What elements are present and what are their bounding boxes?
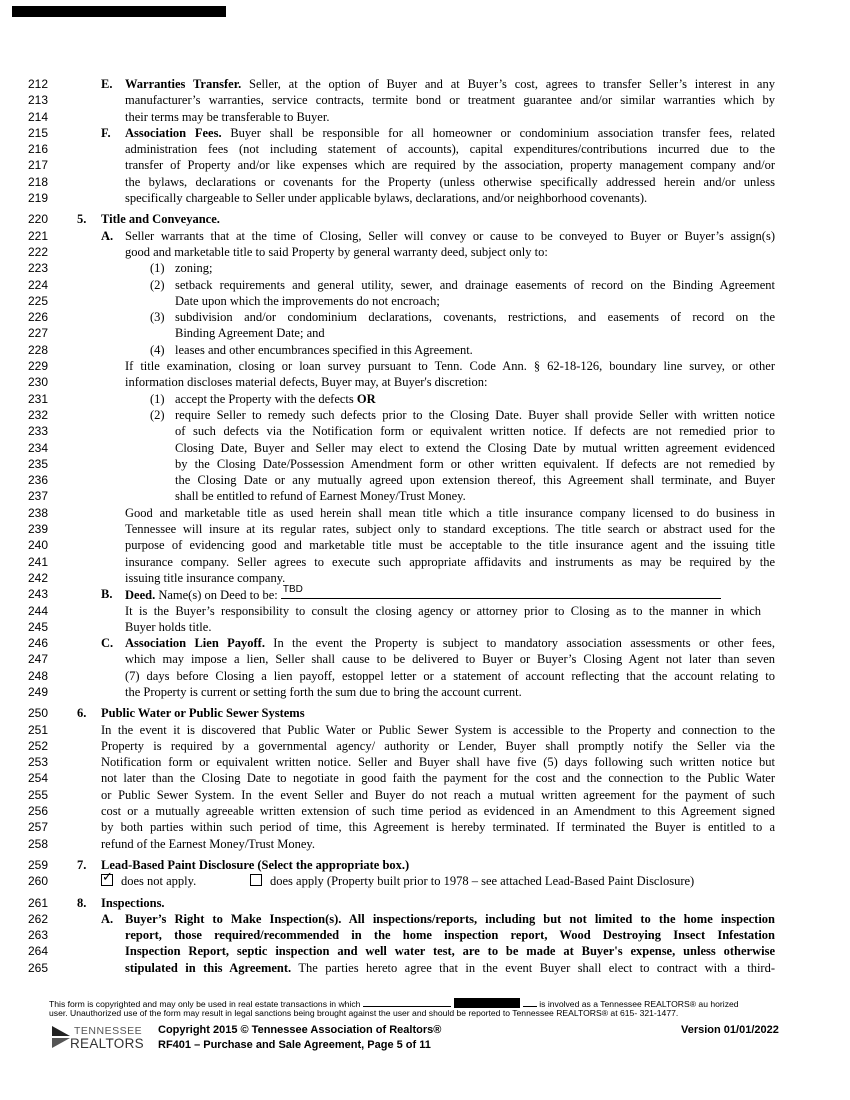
- document-body: [0, 76, 850, 976]
- line-number: 222: [28, 244, 49, 259]
- line-number: 240: [28, 538, 49, 553]
- line-number: 216: [28, 142, 49, 157]
- line-number: 261: [28, 895, 49, 910]
- bold-text: Inspection Report, septic inspection and well water test, are to be made at Buyer's expense, unless otherwise: [125, 944, 775, 959]
- line-number: 264: [28, 944, 49, 959]
- line-text: Buyer shall be responsible for all homeowner or condominium association transfer fees, related: [221, 125, 775, 140]
- notice-text: This form is copyrighted and may only be used in real estate transactions in which: [49, 999, 361, 1009]
- line-number: 246: [28, 636, 49, 651]
- line-212: [0, 76, 850, 92]
- line-text: Tennessee will insure at its regular rates, subject only to standard exceptions. The title search or abstract used for the: [125, 522, 775, 537]
- line-number: 257: [28, 820, 49, 835]
- line-239: [0, 521, 850, 537]
- or-emphasis: OR: [356, 391, 376, 406]
- line-227: [0, 325, 850, 341]
- line-text: If title examination, closing or loan survey pursuant to Tenn. Code Ann. § 62-18-126, boundary line survey, or other: [125, 359, 775, 374]
- item-heading: Association Fees.: [125, 125, 222, 140]
- redaction-bar: [12, 6, 226, 17]
- section-number: 8.: [77, 895, 87, 910]
- line-text: transfer of Property and/or like expenses which are required by the association, property management company and/or: [125, 158, 775, 173]
- line-241: [0, 554, 850, 570]
- line-number: 237: [28, 489, 49, 504]
- line-text: Date upon which the improvements do not encroach;: [175, 293, 440, 308]
- line-text: In the event the Property is subject to mandatory association assessments or other fees,: [264, 636, 775, 651]
- section-heading: Public Water or Public Sewer Systems: [101, 706, 305, 721]
- line-number: 249: [28, 684, 49, 699]
- line-222: [0, 244, 850, 260]
- line-text: by the Closing Date/Possession Amendment form or other written equivalent. If defects are not remedied by: [175, 456, 775, 471]
- line-251: [0, 722, 850, 738]
- line-text: insurance company. Seller agrees to execute such appropriate affidavits and instruments as may be required by the: [125, 554, 775, 569]
- bold-text: stipulated in this Agreement.: [125, 960, 292, 975]
- line-text: subdivision and/or condominium declarations, covenants, restrictions, and easements of record on the: [175, 310, 775, 325]
- line-214: [0, 109, 850, 125]
- line-223: [0, 260, 850, 276]
- line-225: [0, 293, 850, 309]
- item-heading: Warranties Transfer.: [125, 77, 242, 91]
- line-number: 214: [28, 109, 49, 124]
- line-number: 227: [28, 326, 49, 341]
- line-number: 251: [28, 722, 49, 737]
- line-text: not later than the Closing Date to negotiate in good faith the payment for the cost and the connection to the Public Water: [101, 771, 775, 786]
- line-215: [0, 125, 850, 141]
- section-heading: Lead-Based Paint Disclosure (Select the appropriate box.): [101, 857, 410, 872]
- line-number: 252: [28, 738, 49, 753]
- line-236: [0, 472, 850, 488]
- line-260: [0, 873, 850, 889]
- item-letter: B.: [101, 587, 113, 602]
- line-224: [0, 277, 850, 293]
- line-number: 236: [28, 473, 49, 488]
- line-text: specifically chargeable to Seller under applicable bylaws, declarations, and/or neighborhood covenants).: [125, 191, 648, 206]
- line-number: 245: [28, 619, 49, 634]
- line-number: 218: [28, 174, 49, 189]
- line-number: 229: [28, 359, 49, 374]
- line-220: [0, 211, 850, 227]
- version-label: Version 01/01/2022: [681, 1024, 779, 1036]
- bold-text: report, those required/recommended in the home inspection report, Wood Destroying Insect Infestation: [125, 928, 775, 943]
- line-217: [0, 157, 850, 173]
- line-text: manufacturer’s warranties, service contracts, termite bond or treatment guarantee and/or similar warranties which by: [125, 93, 775, 108]
- line-number: 239: [28, 522, 49, 537]
- line-text: Notification form or equivalent written notice. Seller and Buyer shall have five (5) days following such written notice but: [101, 755, 775, 770]
- line-213: [0, 92, 850, 108]
- line-number: 230: [28, 375, 49, 390]
- line-number: 247: [28, 652, 49, 667]
- line-number: 217: [28, 158, 49, 173]
- line-text: the Property is current or setting forth the sum due to bring the account current.: [125, 684, 522, 699]
- line-216: [0, 141, 850, 157]
- line-218: [0, 174, 850, 190]
- lead-paint-does-not-apply-checkbox[interactable]: [101, 874, 113, 886]
- line-number: 238: [28, 505, 49, 520]
- line-number: 243: [28, 587, 49, 602]
- section-number: 6.: [77, 706, 87, 721]
- line-text: Property is required by a governmental agency/ authority or Lender, Buyer shall promptly notify the Seller via the: [101, 738, 775, 753]
- line-number: 248: [28, 668, 49, 683]
- line-number: 255: [28, 787, 49, 802]
- line-number: 231: [28, 391, 49, 406]
- line-text: of such defects via the Notification form or equivalent written notice. If defects are not remedied prior to: [175, 424, 775, 439]
- line-number: 258: [28, 836, 49, 851]
- deed-names-field[interactable]: [281, 583, 721, 599]
- line-248: [0, 668, 850, 684]
- logo-text-bottom: REALTORS: [70, 1036, 144, 1051]
- item-letter: E.: [101, 77, 113, 91]
- line-number: 262: [28, 911, 49, 926]
- line-233: [0, 423, 850, 439]
- item-heading: Deed.: [125, 588, 156, 603]
- line-253: [0, 754, 850, 770]
- section-number: 7.: [77, 857, 87, 872]
- sub-item-number: (2): [150, 277, 165, 292]
- line-number: 232: [28, 407, 49, 422]
- sub-item-number: (1): [150, 261, 165, 276]
- lead-paint-does-apply-checkbox[interactable]: [250, 874, 262, 886]
- item-letter: C.: [101, 636, 114, 651]
- logo-text-top: TENNESSEE: [74, 1025, 143, 1037]
- line-number: 254: [28, 771, 49, 786]
- line-number: 244: [28, 603, 49, 618]
- line-text: Good and marketable title as used herein shall mean title which a title insurance company licensed to do business in: [125, 505, 775, 520]
- line-text: purpose of evidencing good and marketable title must be acceptable to the title insurance agent and the issuing title: [125, 538, 775, 553]
- sub-item-number: (2): [150, 407, 165, 422]
- line-250: [0, 705, 850, 721]
- line-text: Name(s) on Deed to be:: [155, 588, 281, 603]
- item-letter: A.: [101, 911, 114, 926]
- line-number: 220: [28, 212, 49, 227]
- line-229: [0, 358, 850, 374]
- line-number: 259: [28, 857, 49, 872]
- form-id-line: RF401 – Purchase and Sale Agreement, Page 5 of 11: [158, 1039, 431, 1051]
- line-text: shall be entitled to refund of Earnest Money/Trust Money.: [175, 489, 466, 504]
- line-text: It is the Buyer’s responsibility to consult the closing agency or attorney prior to Closing as to the manner in which: [125, 603, 761, 618]
- line-text: Binding Agreement Date; and: [175, 326, 325, 341]
- line-243: [0, 583, 850, 603]
- line-text: setback requirements and general utility, sewer, and drainage easements of record on the Binding Agreement: [175, 277, 775, 292]
- line-text: The parties hereto agree that in the event Buyer shall elect to contract with a third-: [291, 960, 775, 975]
- line-235: [0, 456, 850, 472]
- line-number: 221: [28, 228, 49, 243]
- line-number: 263: [28, 928, 49, 943]
- licensee-blank: [363, 998, 451, 1007]
- line-232: [0, 407, 850, 423]
- line-219: [0, 190, 850, 206]
- line-text: their terms may be transferable to Buyer.: [125, 109, 330, 124]
- line-text: Seller warrants that at the time of Closing, Seller will convey or cause to be conveyed to Buyer or Buyer’s assign(s): [125, 228, 775, 243]
- line-258: [0, 836, 850, 852]
- line-text: information discloses material defects, Buyer may, at Buyer's discretion:: [125, 375, 488, 390]
- line-256: [0, 803, 850, 819]
- line-257: [0, 819, 850, 835]
- line-text: In the event it is discovered that Public Water or Public Sewer System is accessible to the Property and connection to the: [101, 722, 775, 737]
- copyright-notice-line2: user. Unauthorized use of the form may result in legal sanctions being brought against the user and should be reported to Tennessee REALTORS® at 615- 321-1477.: [49, 1008, 679, 1018]
- line-text: Buyer holds title.: [125, 619, 212, 634]
- line-text: by both parties within such period of time, this Agreement is hereby terminated. If terminated the Buyer is entitled to a: [101, 820, 775, 835]
- item-letter: F.: [101, 125, 111, 140]
- line-number: 219: [28, 191, 49, 206]
- notice-text: is involved as a Tennessee REALTORS® au horized: [539, 999, 739, 1009]
- line-244: [0, 603, 850, 619]
- line-226: [0, 309, 850, 325]
- checkbox-label: does apply (Property built prior to 1978 – see attached Lead-Based Paint Disclosure): [270, 874, 695, 889]
- line-242: [0, 570, 850, 586]
- line-number: 228: [28, 342, 49, 357]
- section-heading: Inspections.: [101, 895, 165, 910]
- line-240: [0, 537, 850, 553]
- line-text: Seller, at the option of Buyer and at Buyer’s cost, agrees to transfer Seller’s interest in any: [241, 77, 775, 91]
- licensee-blank-tail: [523, 998, 537, 1007]
- line-number: 226: [28, 310, 49, 325]
- realtors-logo-icon: [50, 1024, 72, 1050]
- line-text: Closing Date, Buyer and Seller may elect to extend the Closing Date by mutual written agreement evidenced: [175, 440, 775, 455]
- section-heading: Title and Conveyance.: [101, 212, 220, 227]
- copyright-line: Copyright 2015 © Tennessee Association of Realtors®: [158, 1024, 442, 1036]
- line-text: require Seller to remedy such defects prior to the Closing Date. Buyer shall provide Seller with written notice: [175, 407, 775, 422]
- line-238: [0, 505, 850, 521]
- line-number: 242: [28, 570, 49, 585]
- line-number: 233: [28, 424, 49, 439]
- line-text: leases and other encumbrances specified in this Agreement.: [175, 342, 473, 357]
- line-text: which may impose a lien, Seller shall cause to be delivered to Buyer or Buyer’s Closing Agent not later than seven: [125, 652, 775, 667]
- line-261: [0, 895, 850, 911]
- line-number: 212: [28, 77, 49, 91]
- line-text: good and marketable title to said Property by general warranty deed, subject only to:: [125, 244, 548, 259]
- line-234: [0, 440, 850, 456]
- line-number: 241: [28, 554, 49, 569]
- line-number: 225: [28, 293, 49, 308]
- line-264: [0, 943, 850, 959]
- line-text: accept the Property with the defects: [175, 391, 357, 406]
- tennessee-realtors-logo: [50, 1024, 144, 1052]
- line-262: [0, 911, 850, 927]
- line-255: [0, 787, 850, 803]
- line-231: [0, 391, 850, 407]
- line-254: [0, 770, 850, 786]
- line-text: the Closing Date or any mutually agreed upon extension thereof, this Agreement shall terminate, and Buyer: [175, 473, 775, 488]
- line-265: [0, 960, 850, 976]
- line-221: [0, 228, 850, 244]
- sub-item-number: (1): [150, 391, 165, 406]
- line-245: [0, 619, 850, 635]
- line-249: [0, 684, 850, 700]
- line-number: 224: [28, 277, 49, 292]
- line-263: [0, 927, 850, 943]
- line-text: or Public Sewer System. In the event Seller and Buyer do not reach a mutual written agreement for the payment of such: [101, 787, 775, 802]
- line-247: [0, 651, 850, 667]
- line-number: 223: [28, 261, 49, 276]
- line-228: [0, 342, 850, 358]
- line-259: [0, 857, 850, 873]
- sub-item-number: (4): [150, 342, 165, 357]
- line-number: 213: [28, 93, 49, 108]
- line-text: (7) days before Closing a lien payoff, estoppel letter or a statement of account reflecting that the account relating to: [125, 668, 775, 683]
- line-number: 260: [28, 874, 49, 889]
- item-heading: Buyer’s Right to Make Inspection(s). All inspections/reports, including but not limited to the home inspection: [125, 911, 775, 926]
- line-number: 256: [28, 804, 49, 819]
- line-number: 253: [28, 755, 49, 770]
- line-237: [0, 488, 850, 504]
- line-230: [0, 374, 850, 390]
- deed-names-value: TBD: [282, 583, 303, 595]
- line-text: zoning;: [175, 261, 213, 276]
- line-text: administration fees (not including statement of accounts), capital expenditures/contributions incurred due to the: [125, 142, 775, 157]
- line-text: refund of the Earnest Money/Trust Money.: [101, 836, 315, 851]
- checkbox-label: does not apply.: [121, 874, 197, 889]
- sub-item-number: (3): [150, 310, 165, 325]
- section-number: 5.: [77, 212, 87, 227]
- line-246: [0, 635, 850, 651]
- line-number: 215: [28, 125, 49, 140]
- line-number: 265: [28, 960, 49, 975]
- redaction-block: [454, 998, 520, 1008]
- line-number: 250: [28, 706, 49, 721]
- line-number: 234: [28, 440, 49, 455]
- line-number: 235: [28, 456, 49, 471]
- line-text: cost or a mutually agreeable written extension of such time period as evidenced in an Amendment to this Agreement signed: [101, 804, 775, 819]
- item-heading: Association Lien Payoff.: [125, 636, 265, 651]
- line-text: the bylaws, declarations or covenants for the Property (unless otherwise specifically addressed herein and/or unless: [125, 174, 775, 189]
- line-252: [0, 738, 850, 754]
- line-text: issuing title insurance company.: [125, 570, 286, 585]
- item-letter: A.: [101, 228, 114, 243]
